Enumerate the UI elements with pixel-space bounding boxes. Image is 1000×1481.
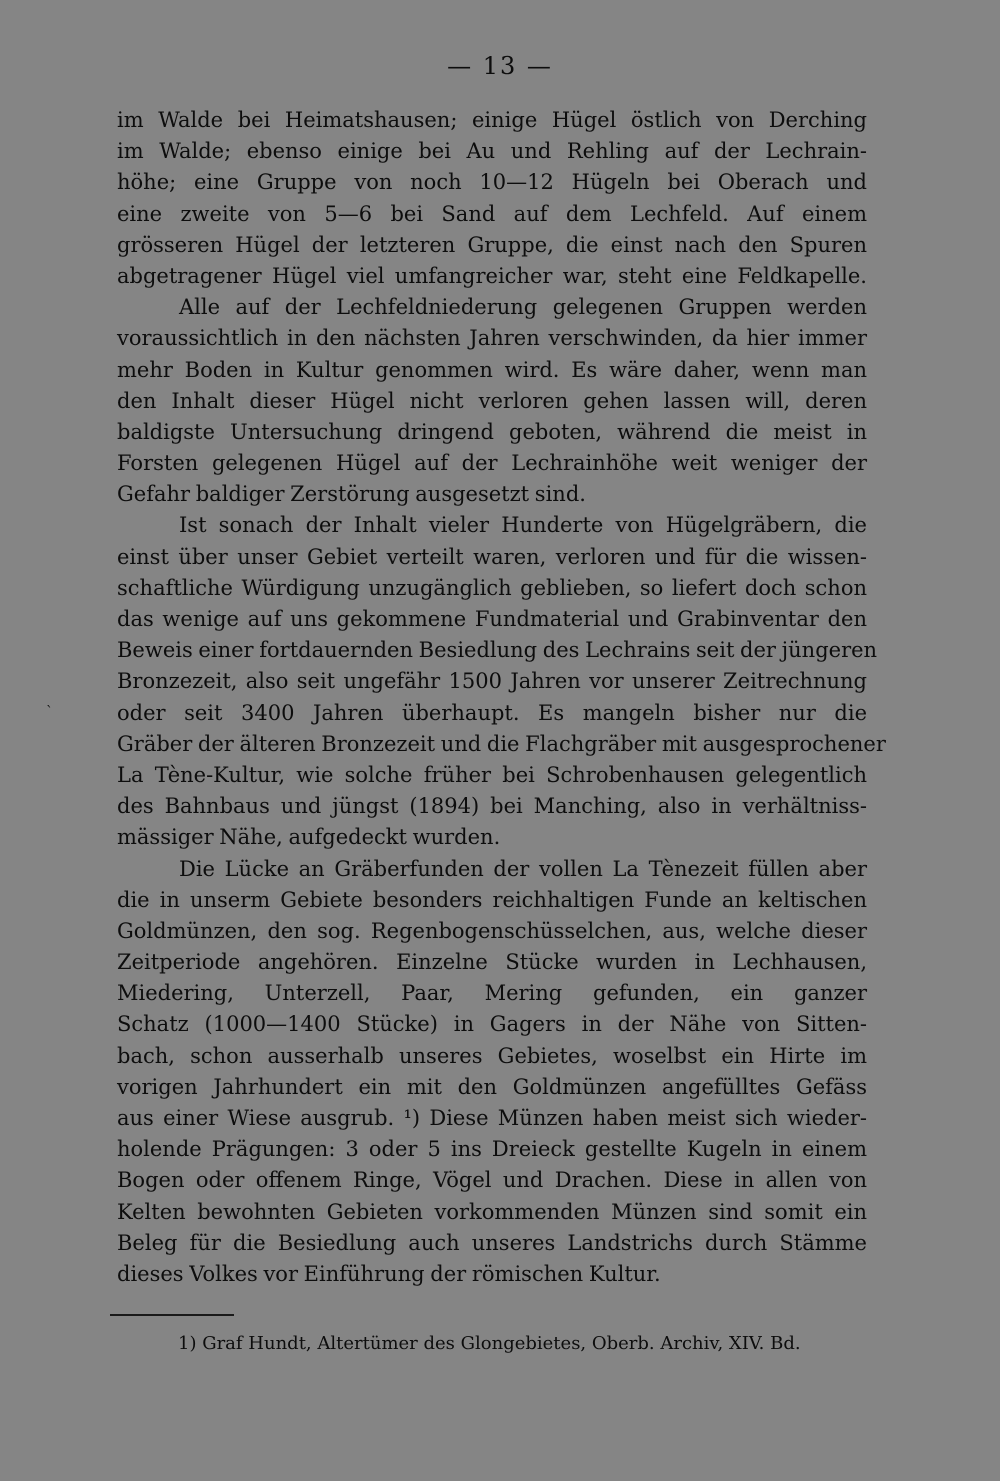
text-line: Die Lücke an Gräberfunden der vollen La Tènezeit füllen aber	[179, 856, 867, 881]
margin-mark: ˋ	[46, 704, 53, 720]
text-line: voraussichtlich in den nächsten Jahren verschwinden, da hier immer	[117, 326, 867, 351]
text-line: Schatz (1000—1400 Stücke) in Gagers in der Nähe von Sitten-	[117, 1012, 867, 1037]
text-line: holende Prägungen: 3 oder 5 ins Dreieck gestellte Kugeln in einem	[117, 1137, 867, 1162]
page-number: — 13 —	[447, 52, 553, 80]
text-line: im Walde; ebenso einige bei Au und Rehling auf der Lechrain-	[117, 139, 867, 164]
text-line: Bronzezeit, also seit ungefähr 1500 Jahren vor unserer Zeitrechnung	[117, 669, 867, 694]
text-line: Kelten bewohnten Gebieten vorkommenden Münzen sind somit ein	[117, 1199, 867, 1224]
text-line: Gefahr baldiger Zerstörung ausgesetzt sind.	[117, 482, 586, 507]
text-line: Beweis einer fortdauernden Besiedlung des Lechrains seit der jüngeren	[117, 638, 878, 663]
footnote-rule	[110, 1314, 234, 1316]
text-line: des Bahnbaus und jüngst (1894) bei Manching, also in verhältniss-	[117, 794, 867, 819]
text-line: Bogen oder offenem Ringe, Vögel und Drachen. Diese in allen von	[117, 1168, 867, 1193]
text-line: mehr Boden in Kultur genommen wird. Es wäre daher, wenn man	[117, 357, 867, 382]
text-line: Forsten gelegenen Hügel auf der Lechrainhöhe weit weniger der	[117, 451, 867, 476]
text-line: höhe; eine Gruppe von noch 10—12 Hügeln bei Oberach und	[117, 170, 867, 195]
text-line: den Inhalt dieser Hügel nicht verloren gehen lassen will, deren	[117, 388, 867, 413]
text-line: La Tène-Kultur, wie solche früher bei Schrobenhausen gelegentlich	[117, 762, 867, 787]
text-line: das wenige auf uns gekommene Fundmaterial und Grabinventar den	[117, 607, 867, 631]
text-line: schaftliche Würdigung unzugänglich geblieben, so liefert doch schon	[117, 575, 867, 600]
text-line: Gräber der älteren Bronzezeit und die Flachgräber mit ausgesprochener	[117, 731, 886, 756]
text-line: aus einer Wiese ausgrub. ¹) Diese Münzen haben meist sich wieder-	[117, 1106, 867, 1130]
text-line: Alle auf der Lechfeldniederung gelegenen Gruppen werden	[179, 295, 867, 320]
text-line: Zeitperiode angehören. Einzelne Stücke wurden in Lechhausen,	[117, 950, 867, 975]
text-line: grösseren Hügel der letzteren Gruppe, die einst nach den Spuren	[117, 232, 867, 257]
text-line: die in unserm Gebiete besonders reichhaltigen Funde an keltischen	[117, 887, 867, 912]
text-line: einst über unser Gebiet verteilt waren, verloren und für die wissen-	[117, 544, 867, 569]
text-line: eine zweite von 5—6 bei Sand auf dem Lechfeld. Auf einem	[117, 201, 867, 226]
text-line: mässiger Nähe, aufgedeckt wurden.	[117, 825, 501, 850]
text-line: Miedering, Unterzell, Paar, Mering gefunden, ein ganzer	[117, 981, 867, 1006]
text-line: abgetragener Hügel viel umfangreicher war, steht eine Feldkapelle.	[117, 263, 867, 288]
text-line: vorigen Jahrhundert ein mit den Goldmünzen angefülltes Gefäss	[117, 1074, 867, 1099]
text-line: baldigste Untersuchung dringend geboten, während die meist in	[117, 419, 867, 444]
text-line: bach, schon ausserhalb unseres Gebietes, woselbst ein Hirte im	[117, 1043, 867, 1068]
text-line: dieses Volkes vor Einführung der römischen Kultur.	[117, 1261, 661, 1286]
text-line: Ist sonach der Inhalt vieler Hunderte von Hügelgräbern, die	[179, 513, 867, 538]
text-line: oder seit 3400 Jahren überhaupt. Es mangeln bisher nur die	[117, 700, 867, 725]
text-line: im Walde bei Heimatshausen; einige Hügel östlich von Derching	[117, 108, 867, 132]
body-text	[117, 105, 886, 1290]
text-line: Goldmünzen, den sog. Regenbogenschüsselchen, aus, welche dieser	[117, 918, 867, 943]
text-line: Beleg für die Besiedlung auch unseres Landstrichs durch Stämme	[117, 1230, 867, 1255]
footnote: 1) Graf Hundt, Altertümer des Glongebietes, Oberb. Archiv, XIV. Bd.	[178, 1333, 801, 1354]
